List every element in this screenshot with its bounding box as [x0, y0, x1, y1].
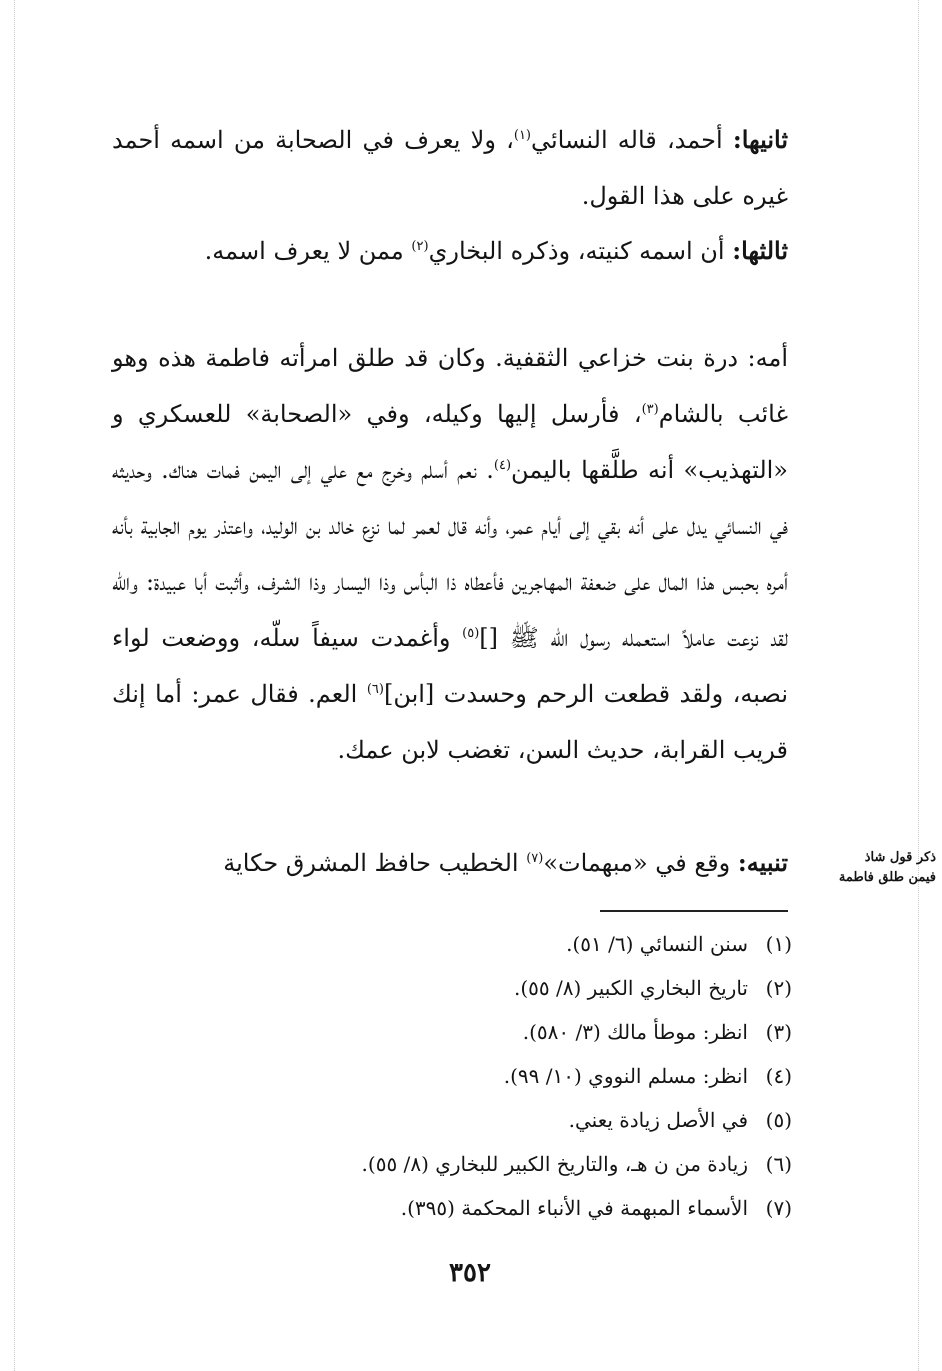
footnote-item: [112, 1100, 792, 1144]
footnote-number: (٤): [765, 1064, 792, 1088]
footnote-ref[interactable]: (٣): [641, 402, 659, 417]
footnote-item: [112, 1012, 792, 1056]
footnote-number: (٧): [765, 1196, 792, 1220]
footnote-text: في الأصل زيادة يعني.: [568, 1108, 748, 1132]
footnote-number: (٦): [765, 1152, 792, 1176]
margin-note-line: فيمن طلق فاطمة: [838, 870, 936, 885]
paragraph-text: أن اسمه كنيته، وذكره البخاري: [428, 237, 725, 265]
footnote-text: انظر: مسلم النووي (١٠/ ٩٩).: [503, 1064, 748, 1088]
paragraph-text: الخطيب حافظ المشرق حكاية: [223, 849, 527, 877]
paragraph-text: وأغمدت سيفاً سلّه، ووضعت لواء نصبه، ولقد قطعت الرحم وحسدت [ابن]: [112, 624, 788, 708]
footnote-ref[interactable]: (٤): [493, 458, 512, 473]
paragraph-text: أحمد، قاله النسائي: [531, 126, 723, 154]
paragraph-text: . نعم أسلم وخرج مع علي إلى اليمن فمات هناك. وحديثه في النسائي يدل على أنه بقي إلى أيام عمر، وأنه قال لعمر لما نزع خالد بن الوليد، واعتذر يوم الجابية بأنه أمره بحبس هذا المال على ضعفة المهاجرين فأعطاه ذا البأس وذا اليسار وذا الشرف، وأثبت أبا عبيدة: والله لقد نزعت عاملاً استعمله رسول الله ﷺ []: [112, 456, 788, 652]
page-number: ٣٥٢: [449, 1258, 491, 1288]
scan-dotted-line: [918, 0, 919, 1371]
footnote-text: الأسماء المبهمة في الأنباء المحكمة (٣٩٥).: [400, 1196, 748, 1220]
paragraph-third-opinion: [112, 223, 788, 279]
paragraph-second-opinion: [112, 112, 788, 224]
footnote-text: سنن النسائي (٦/ ٥١).: [566, 932, 748, 956]
paragraph-note: [112, 835, 788, 891]
footnote-item: [112, 968, 792, 1012]
footnote-item: [112, 1144, 792, 1188]
paragraph-mother: [112, 330, 788, 778]
paragraph-text: العم. فقال عمر: أما إنك قريب القرابة، حديث السن، تغضب لابن عمك.: [112, 680, 788, 764]
footnote-ref[interactable]: (١): [513, 128, 531, 143]
footnote-item: [112, 924, 792, 968]
footnotes-list: [112, 924, 792, 1232]
footnote-text: انظر: موطأ مالك (٣/ ٥٨٠).: [522, 1020, 748, 1044]
footnote-text: تاريخ البخاري الكبير (٨/ ٥٥).: [514, 976, 748, 1000]
paragraph-lead: تنبيه:: [737, 848, 788, 877]
footnote-ref[interactable]: (٧): [526, 851, 544, 866]
footnote-separator: [600, 910, 788, 912]
paragraph-lead: ثالثها:: [732, 236, 788, 265]
footnote-number: (٥): [765, 1108, 792, 1132]
footnote-ref[interactable]: (٦): [366, 682, 384, 697]
footnote-text: زيادة من ن هـ، والتاريخ الكبير للبخاري (٨/ ٥٥).: [361, 1152, 748, 1176]
footnote-ref[interactable]: (٥): [462, 626, 480, 641]
footnote-ref[interactable]: (٢): [411, 239, 429, 254]
margin-note: [796, 848, 936, 888]
footnote-number: (٢): [765, 976, 792, 1000]
margin-note-line: ذكر قول شاذ: [864, 850, 936, 865]
paragraph-text: ممن لا يعرف اسمه.: [204, 237, 404, 265]
paragraph-lead: ثانيها:: [732, 125, 789, 154]
footnote-number: (٣): [765, 1020, 792, 1044]
footnote-item: [112, 1056, 792, 1100]
paragraph-text: ، ولا يعرف في الصحابة من اسمه أحمد غيره على هذا القول.: [112, 126, 788, 210]
footnote-item: [112, 1188, 792, 1232]
footnote-number: (١): [765, 932, 792, 956]
paragraph-text: وقع في «مبهمات»: [543, 849, 731, 877]
scan-dotted-line: [14, 0, 15, 1371]
paragraph-text: ، فأرسل إليها وكيله، وفي «الصحابة» للعسكري و «التهذيب» أنه طلَّقها باليمن: [112, 400, 788, 484]
paragraph-text: أمه: درة بنت خزاعي الثقفية. وكان قد طلق امرأته فاطمة هذه وهو غائب بالشام: [112, 344, 789, 428]
